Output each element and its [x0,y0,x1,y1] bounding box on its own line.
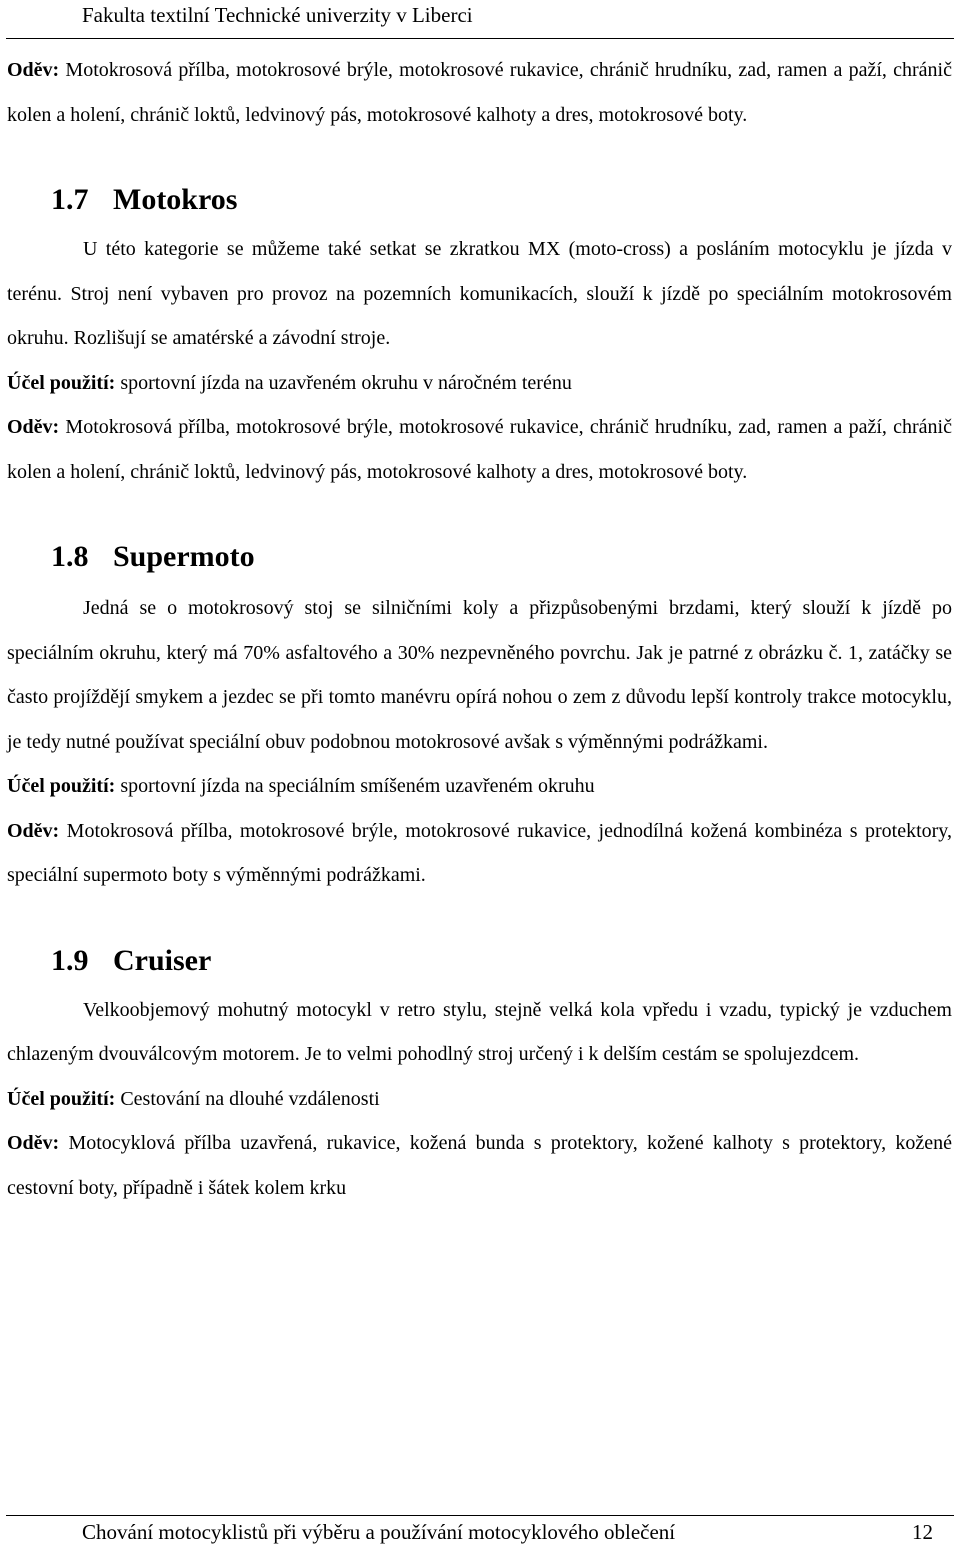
section-heading-cruiser [7,941,952,981]
cruiser-ucel-paragraph [7,1077,952,1122]
ucel-text: sportovní jízda na uzavřeném okruhu v náročném terénu [115,371,572,394]
running-header: Fakulta textilní Technické univerzity v Liberci [82,3,473,27]
motokros-ucel-paragraph [7,361,952,406]
odev-text: Motocyklová přílba uzavřená, rukavice, kožená bunda s protektory, kožené kalhoty s protektory, kožené cestovní boty, případně i šátek kolem krku [7,1132,952,1199]
odev-label: Oděv: [7,416,60,438]
odev-text: Motokrosová přílba, motokrosové brýle, motokrosové rukavice, jednodílná kožená kombinéza s protektory, speciální supermoto boty s výměnnými podrážkami. [7,819,952,886]
ucel-text: sportovní jízda na speciálním smíšeném uzavřeném okruhu [115,775,595,797]
motokros-odev-paragraph [7,405,952,494]
footer-rule [6,1515,954,1516]
section-heading-supermoto [7,537,952,577]
ucel-label: Účel použití: [7,1087,116,1110]
section-heading-motokros [7,180,952,220]
page-number: 12 [912,1520,933,1544]
odev-label: Oděv: [7,59,60,81]
section-number: 1.9 [51,943,89,977]
supermoto-body-paragraph: Jedná se o motokrosový stoj se silničními koly a přizpůsobenými brzdami, který slouží k jízdě po speciálním okruhu, který má 70% asfaltového a 30% nezpevněného povrchu. Jak je patrné z obrázku č. 1, zatáčky se často projíždějí smykem a jezdec se při tomto manévru opírá nohou o zem z důvodu lepší kontroly trakce motocyklu, je tedy nutné používat speciální obuv podobnou motokrosové avšak s výměnnými podrážkami. [7,597,952,753]
section-title: Motokros [113,183,238,216]
section-title: Cruiser [113,943,212,977]
odev-label: Oděv: [7,819,60,842]
supermoto-odev-paragraph [7,809,952,898]
intro-odev-paragraph [7,48,952,137]
section-number: 1.7 [51,183,89,216]
ucel-text: Cestování na dlouhé vzdálenosti [115,1087,380,1110]
page-content [7,48,952,1210]
motokros-body-paragraph: U této kategorie se můžeme také setkat se zkratkou MX (moto-cross) a posláním motocyklu je jízda v terénu. Stroj není vybaven pro provoz na pozemních komunikacích, slouží k jízdě po speciálním motokrosovém okruhu. Rozlišují se amatérské a závodní stroje. [7,238,952,349]
cruiser-body-paragraph: Velkoobjemový mohutný motocykl v retro stylu, stejně velká kola vpředu i vzadu, typický je vzduchem chlazeným dvouválcovým motorem. Je to velmi pohodlný stroj určený i k delším cestám se spolujezdcem. [7,998,952,1065]
odev-text: Motokrosová přílba, motokrosové brýle, motokrosové rukavice, chránič hrudníku, zad, ramen a paží, chránič kolen a holení, chránič loktů, ledvinový pás, motokrosové kalhoty a dres, motokrosové boty. [7,416,952,483]
running-footer: Chování motocyklistů při výběru a používání motocyklového oblečení [82,1520,676,1544]
ucel-label: Účel použití: [7,775,116,797]
section-number: 1.8 [51,540,89,573]
section-title: Supermoto [113,540,255,573]
odev-label: Oděv: [7,1132,60,1154]
cruiser-odev-paragraph [7,1121,952,1210]
header-rule [6,38,954,39]
supermoto-ucel-paragraph [7,764,952,809]
ucel-label: Účel použití: [7,371,116,394]
odev-text: Motokrosová přílba, motokrosové brýle, motokrosové rukavice, chránič hrudníku, zad, ramen a paží, chránič kolen a holení, chránič loktů, ledvinový pás, motokrosové kalhoty a dres, motokrosové boty. [7,59,952,126]
